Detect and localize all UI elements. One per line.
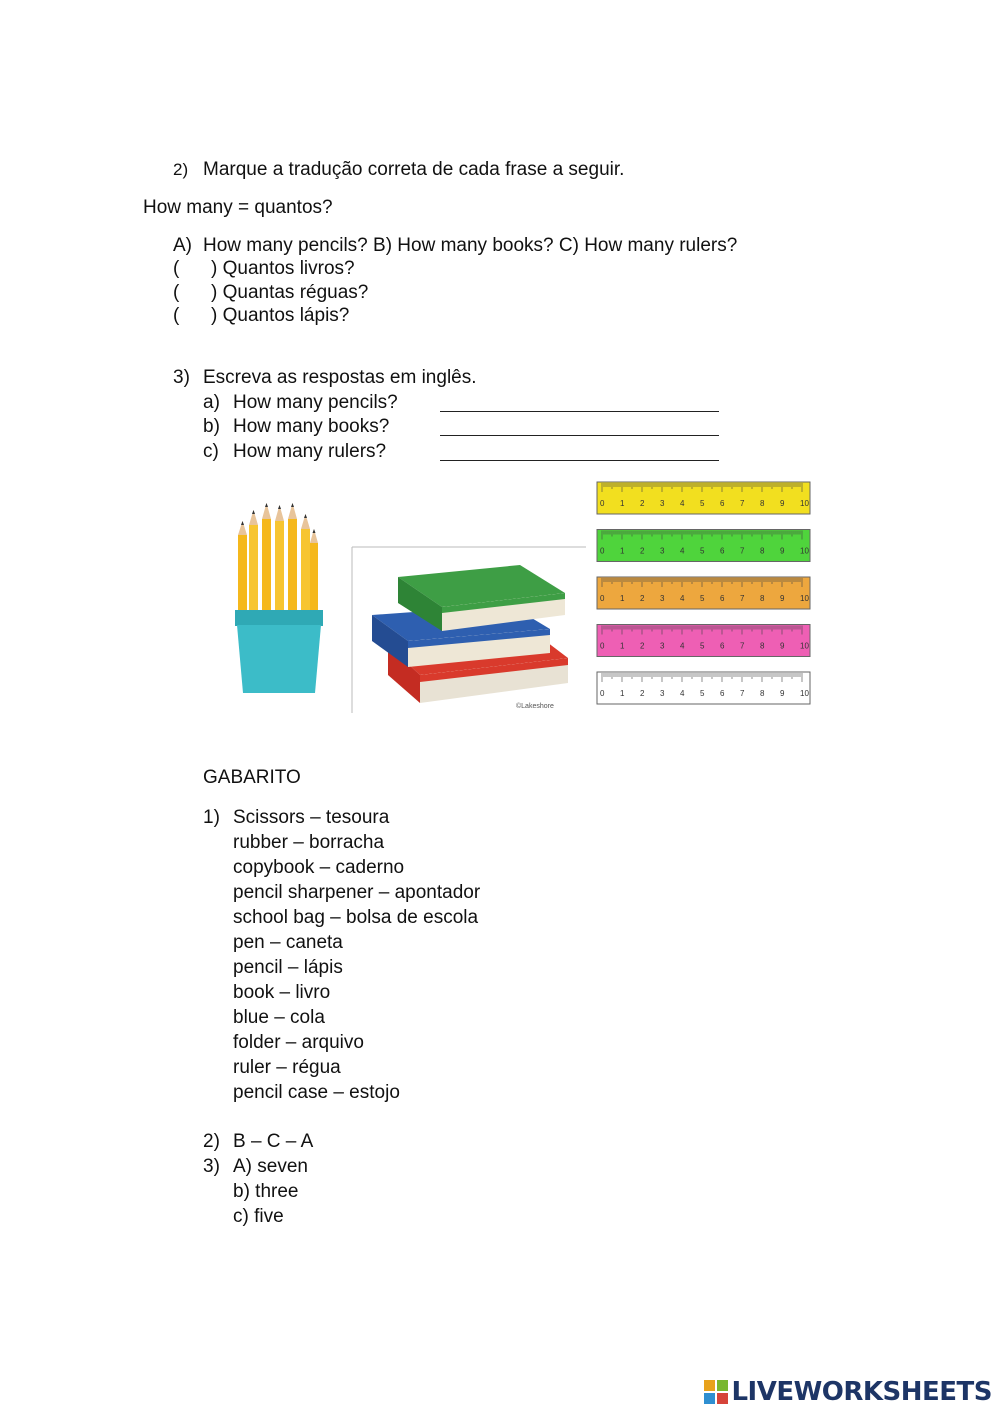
q3-item-question: How many books? [233, 416, 390, 437]
ruler-digit: 2 [640, 641, 645, 651]
ruler-digit: 6 [720, 689, 725, 698]
answer-2-number: 2) [203, 1131, 220, 1152]
ruler-digit: 10 [800, 641, 809, 651]
ruler-digit: 8 [760, 546, 765, 556]
ruler-icon [597, 577, 810, 609]
ruler-digit: 3 [660, 689, 665, 698]
q2-item[interactable]: ( ) Quantos lápis? [173, 305, 350, 326]
ruler-digit: 4 [680, 689, 685, 698]
ruler-digit: 10 [800, 689, 809, 698]
ruler-digit: 9 [780, 594, 785, 603]
q3-number: 3) [173, 367, 190, 388]
q2-options-letter: A) [173, 235, 192, 256]
answer-1-line: blue – cola [233, 1007, 325, 1028]
ruler-digit: 6 [720, 594, 725, 603]
q2-options-text: How many pencils? B) How many books? C) How many rulers? [203, 235, 738, 256]
answer-1-line: pencil – lápis [233, 957, 343, 978]
answer-1-line: pen – caneta [233, 932, 343, 953]
ruler-digit: 1 [620, 594, 625, 603]
ruler-digit: 0 [600, 594, 605, 603]
answer-key-title: GABARITO [203, 767, 301, 788]
answer-1-line: copybook – caderno [233, 857, 405, 878]
ruler-digit: 1 [620, 546, 625, 556]
ruler-digit: 2 [640, 499, 645, 508]
q2-instruction: Marque a tradução correta de cada frase a seguir. [203, 159, 625, 180]
liveworksheets-logo[interactable] [703, 1377, 992, 1407]
ruler-digit: 7 [740, 499, 745, 508]
ruler-digit: 5 [700, 689, 705, 698]
q3-item-letter: b) [203, 416, 220, 437]
ruler-digit: 6 [720, 546, 725, 556]
liveworksheets-logo-icon [703, 1379, 729, 1405]
ruler-digit: 2 [640, 594, 645, 603]
ruler-digit: 5 [700, 546, 705, 556]
answer-1-number: 1) [203, 807, 220, 828]
answer-blank-c[interactable] [440, 460, 719, 461]
ruler-digit: 3 [660, 546, 665, 556]
liveworksheets-logo-text: LIVEWORKSHEETS [731, 1377, 992, 1407]
answer-1-line: school bag – bolsa de escola [233, 907, 479, 928]
answer-1-line: Scissors – tesoura [233, 807, 390, 828]
ruler-digit: 5 [700, 641, 705, 651]
ruler-digit: 1 [620, 499, 625, 508]
ruler-icon [597, 672, 810, 704]
ruler-digit: 0 [600, 546, 605, 556]
ruler-digit: 1 [620, 641, 625, 651]
answer-3-line: b) three [233, 1181, 299, 1202]
answer-2-text: B – C – A [233, 1131, 314, 1152]
q2-item[interactable]: ( ) Quantos livros? [173, 258, 355, 279]
answer-1-line: pencil case – estojo [233, 1082, 400, 1103]
ruler-icon [597, 482, 810, 514]
answer-1-line: book – livro [233, 982, 331, 1003]
q2-number: 2) [173, 160, 189, 179]
ruler-digit: 9 [780, 689, 785, 698]
ruler-digit: 8 [760, 594, 765, 603]
pencils-in-cup-image [205, 485, 345, 710]
book-icon [372, 565, 568, 703]
q3-item-question: How many rulers? [233, 441, 387, 462]
ruler-digit: 8 [760, 641, 765, 651]
ruler-digit: 3 [660, 594, 665, 603]
ruler-digit: 6 [720, 499, 725, 508]
ruler-digit: 0 [600, 689, 605, 698]
ruler-digit: 0 [600, 499, 605, 508]
ruler-digit: 2 [640, 689, 645, 698]
answer-3-line: A) seven [233, 1156, 308, 1177]
ruler-digit: 4 [680, 546, 685, 556]
ruler-digit: 6 [720, 641, 725, 651]
ruler-digit: 8 [760, 499, 765, 508]
ruler-digit: 7 [740, 689, 745, 698]
cup-icon [235, 610, 323, 693]
ruler-digit: 4 [680, 641, 685, 651]
q3-item-question: How many pencils? [233, 392, 398, 413]
ruler-digit: 10 [800, 499, 809, 508]
answer-1-line: folder – arquivo [233, 1032, 364, 1053]
ruler-digit: 9 [780, 499, 785, 508]
answer-1-line: pencil sharpener – apontador [233, 882, 481, 903]
rulers-image [594, 478, 816, 714]
answer-3-line: c) five [233, 1206, 284, 1227]
ruler-icon [597, 530, 810, 562]
q2-note: How many = quantos? [143, 197, 333, 218]
answer-blank-b[interactable] [440, 435, 719, 436]
stack-of-books-image [350, 545, 590, 715]
q3-item-letter: c) [203, 441, 219, 462]
answer-blank-a[interactable] [440, 411, 719, 412]
ruler-digit: 5 [700, 499, 705, 508]
ruler-digit: 4 [680, 594, 685, 603]
ruler-icon [597, 625, 810, 657]
answer-1-line: ruler – régua [233, 1057, 341, 1078]
ruler-digit: 4 [680, 499, 685, 508]
ruler-digit: 8 [760, 689, 765, 698]
ruler-digit: 0 [600, 641, 605, 651]
ruler-digit: 10 [800, 594, 809, 603]
ruler-digit: 7 [740, 546, 745, 556]
ruler-digit: 7 [740, 641, 745, 651]
answer-3-number: 3) [203, 1156, 220, 1177]
ruler-digit: 3 [660, 499, 665, 508]
ruler-digit: 7 [740, 594, 745, 603]
ruler-digit: 2 [640, 546, 645, 556]
pencil-icon [238, 503, 318, 625]
ruler-digit: 5 [700, 594, 705, 603]
ruler-digit: 9 [780, 546, 785, 556]
ruler-digit: 1 [620, 689, 625, 698]
ruler-digit: 10 [800, 546, 809, 556]
books-credit: ©Lakeshore [516, 703, 554, 710]
ruler-digit: 9 [780, 641, 785, 651]
q3-item-letter: a) [203, 392, 220, 413]
q2-item[interactable]: ( ) Quantas réguas? [173, 282, 369, 303]
q3-instruction: Escreva as respostas em inglês. [203, 367, 477, 388]
ruler-digit: 3 [660, 641, 665, 651]
answer-1-line: rubber – borracha [233, 832, 385, 853]
